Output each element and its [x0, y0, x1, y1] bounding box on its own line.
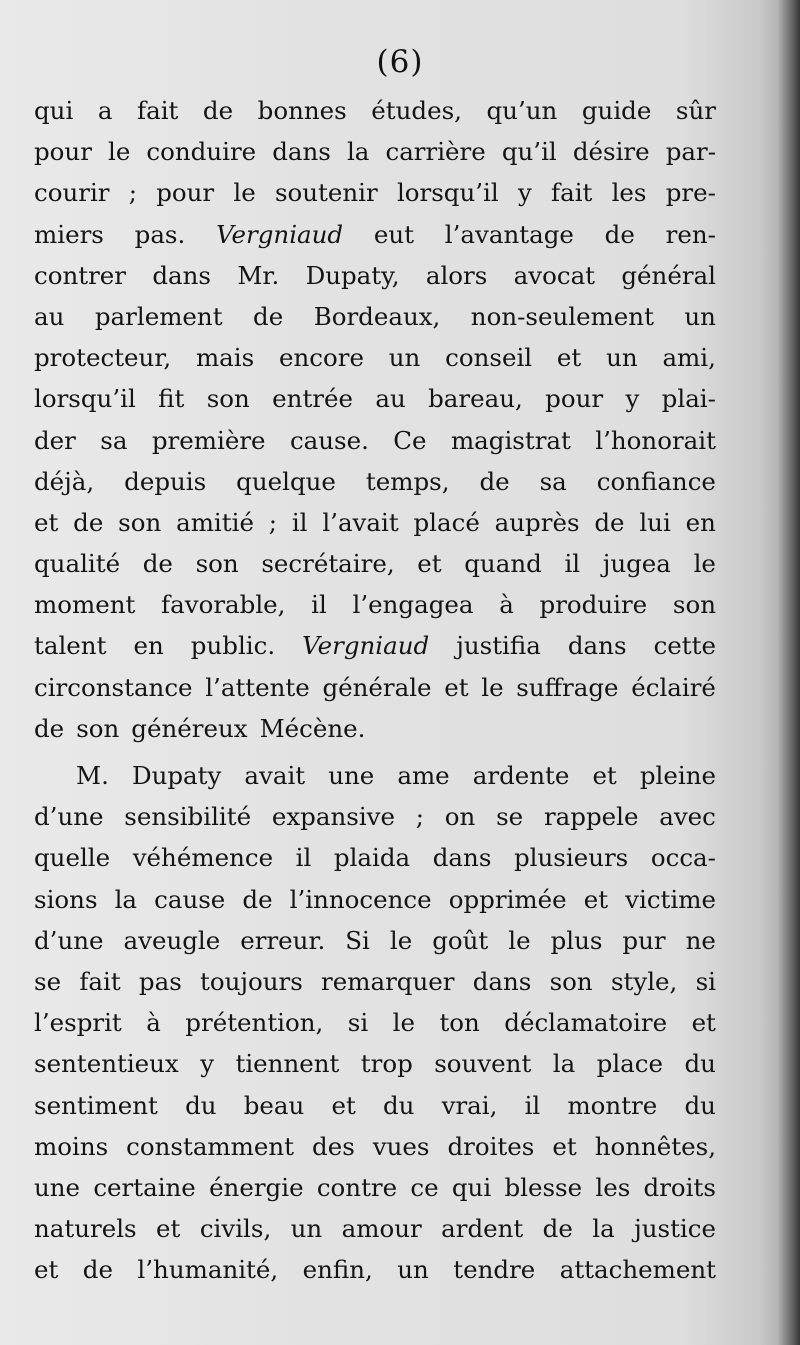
- word: un: [290, 1214, 323, 1244]
- word: aveugle: [123, 925, 221, 955]
- word: et: [34, 507, 59, 537]
- word: soutenir: [274, 178, 378, 208]
- word: fait: [137, 96, 179, 125]
- word: guide: [581, 96, 652, 125]
- word: sa: [539, 466, 567, 496]
- word: de: [73, 507, 104, 537]
- word: avec: [659, 802, 716, 832]
- word: sions: [34, 884, 98, 914]
- word: du: [185, 1090, 217, 1120]
- page-number: (6): [376, 44, 424, 80]
- word: erreur.: [240, 925, 326, 955]
- word: désire: [572, 137, 650, 167]
- word: par-: [665, 137, 716, 167]
- word: en: [685, 507, 716, 537]
- word: il: [291, 507, 308, 537]
- word: goût: [432, 925, 489, 955]
- word: style,: [610, 966, 678, 996]
- word: quand: [464, 549, 542, 579]
- word: Mr.: [237, 260, 280, 290]
- word: blesse: [504, 1172, 583, 1202]
- word: entrée: [272, 384, 354, 414]
- word: l’honorait: [595, 425, 716, 455]
- text-line: [34, 90, 716, 131]
- word: le: [392, 1008, 415, 1038]
- word: qui: [34, 96, 74, 125]
- word: il: [564, 549, 581, 579]
- word: les: [611, 178, 647, 208]
- word: l’engagea: [352, 590, 474, 620]
- text-line: [34, 796, 716, 837]
- word: qui: [451, 1172, 492, 1202]
- word: auprès: [494, 507, 580, 537]
- word: droites: [447, 1131, 535, 1161]
- word: miers: [34, 219, 104, 249]
- word: et: [444, 672, 469, 702]
- word: pas: [138, 966, 182, 996]
- word: et: [592, 761, 617, 790]
- word: ami,: [662, 343, 716, 373]
- word: pour: [156, 178, 215, 208]
- word: le: [233, 178, 256, 208]
- text-line: [34, 1208, 716, 1249]
- word: contrer: [34, 260, 127, 290]
- word: non-seulement: [470, 301, 654, 331]
- word: parlement: [94, 301, 223, 331]
- word: pre-: [665, 178, 716, 208]
- word: souvent: [434, 1049, 532, 1079]
- word: se: [34, 966, 62, 996]
- word: généreux: [131, 713, 248, 743]
- word: du: [684, 1049, 716, 1079]
- word: a: [97, 96, 113, 125]
- word: dans: [567, 631, 627, 661]
- word: des: [312, 1131, 355, 1161]
- text-line: [34, 502, 716, 543]
- page-edge-shadow: [778, 0, 800, 1345]
- word: expansive: [271, 802, 395, 832]
- word: justice: [634, 1214, 716, 1244]
- word: son: [195, 549, 239, 579]
- word: l’attente: [205, 672, 310, 702]
- word: se: [496, 802, 524, 832]
- word: lui: [639, 507, 671, 537]
- word: de: [34, 713, 65, 743]
- word: public.: [190, 631, 276, 661]
- word: Si: [345, 925, 370, 955]
- word: encore: [279, 343, 364, 373]
- text-line: [34, 337, 716, 378]
- word: ;: [128, 178, 137, 208]
- word: Vergniaud: [216, 219, 344, 249]
- text-line: [34, 708, 716, 749]
- word: pas.: [134, 219, 186, 249]
- word: un: [606, 343, 638, 373]
- word: droits: [643, 1172, 716, 1202]
- word: études,: [371, 96, 462, 125]
- text-line: [34, 543, 716, 584]
- word: au: [375, 384, 406, 414]
- text-line: [34, 667, 716, 708]
- word: plaida: [333, 843, 411, 873]
- word: magistrat: [450, 425, 571, 455]
- word: amitié: [176, 507, 254, 537]
- word: une: [328, 761, 375, 790]
- word: talent: [34, 631, 107, 661]
- word: d’une: [34, 802, 104, 832]
- word: et: [691, 1008, 716, 1038]
- word: au: [34, 301, 65, 331]
- word: cause.: [289, 425, 369, 455]
- word: beau: [243, 1090, 305, 1120]
- word: constamment: [126, 1131, 295, 1161]
- word: justifia: [456, 631, 541, 661]
- word: rappele: [543, 802, 639, 832]
- word: bonnes: [257, 96, 347, 125]
- word: ton: [439, 1008, 480, 1038]
- word: amour: [341, 1214, 422, 1244]
- word: mais: [195, 343, 255, 373]
- word: de: [202, 96, 234, 125]
- text-line: [34, 1085, 716, 1126]
- word: la: [114, 884, 138, 914]
- word: général: [621, 260, 716, 290]
- word: honnêtes,: [594, 1131, 716, 1161]
- word: il: [311, 590, 327, 620]
- text-line: [34, 961, 716, 1002]
- word: ardente: [472, 761, 570, 790]
- word: depuis: [124, 466, 207, 496]
- word: si: [695, 966, 716, 996]
- word: véhémence: [132, 843, 274, 873]
- word: cette: [653, 631, 716, 661]
- word: y: [625, 384, 640, 414]
- word: enfin,: [302, 1255, 373, 1285]
- word: un: [684, 301, 716, 331]
- word: conduire: [146, 137, 257, 167]
- word: quelque: [236, 466, 336, 496]
- text-line: [34, 879, 716, 920]
- word: sententieux: [34, 1049, 179, 1079]
- word: de: [594, 507, 625, 537]
- word: le: [693, 549, 716, 579]
- word: à: [499, 590, 514, 620]
- word: dans: [152, 260, 212, 290]
- word: Mécène.: [259, 713, 366, 743]
- word: opprimée: [448, 884, 567, 914]
- word: sentiment: [34, 1090, 158, 1120]
- word: dans: [272, 137, 331, 167]
- word: carrière: [385, 137, 486, 167]
- body-text: [34, 90, 716, 1290]
- word: circonstance: [34, 672, 193, 702]
- word: plai-: [661, 384, 716, 414]
- word: du: [684, 1090, 716, 1120]
- word: place: [596, 1049, 663, 1079]
- word: protecteur,: [34, 343, 172, 373]
- word: pur: [622, 925, 666, 955]
- word: ardent: [441, 1214, 524, 1244]
- word: de: [82, 1255, 113, 1285]
- word: bareau,: [428, 384, 523, 414]
- word: du: [382, 1090, 415, 1120]
- word: le: [481, 672, 504, 702]
- word: sa: [100, 425, 128, 455]
- word: suffrage: [516, 672, 619, 702]
- word: favorable,: [161, 590, 286, 620]
- word: énergie: [209, 1172, 304, 1202]
- word: de: [253, 301, 284, 331]
- word: fit: [158, 384, 185, 414]
- text-line: [34, 214, 716, 255]
- word: un: [397, 1255, 429, 1285]
- word: courir: [34, 178, 110, 208]
- word: plusieurs: [513, 843, 629, 873]
- word: les: [595, 1172, 631, 1202]
- word: prétention,: [185, 1008, 324, 1038]
- word: remarquer: [321, 966, 455, 996]
- word: fait: [551, 178, 593, 208]
- word: déjà,: [34, 466, 95, 496]
- word: le: [389, 925, 413, 955]
- word: temps,: [365, 466, 450, 496]
- word: moment: [34, 590, 136, 620]
- text-line: [34, 1249, 716, 1290]
- word: première: [151, 425, 266, 455]
- word: pleine: [639, 761, 716, 790]
- text-line: [34, 461, 716, 502]
- text-line: [34, 1002, 716, 1043]
- word: trop: [360, 1049, 413, 1079]
- word: et: [552, 1131, 577, 1161]
- word: son: [76, 713, 120, 743]
- word: de: [242, 884, 273, 914]
- word: et: [417, 549, 442, 579]
- word: occa-: [650, 843, 716, 873]
- word: qu’il: [501, 137, 557, 167]
- word: lorsqu’il: [34, 384, 136, 414]
- text-line: [34, 1126, 716, 1167]
- word: pour: [34, 137, 92, 167]
- word: de: [604, 219, 635, 249]
- text-line: [34, 420, 716, 461]
- word: Bordeaux,: [313, 301, 441, 331]
- word: ren-: [665, 219, 716, 249]
- word: et: [156, 1214, 181, 1244]
- word: éclairé: [631, 672, 716, 702]
- text-line: [34, 255, 716, 296]
- word: vrai,: [441, 1090, 498, 1120]
- word: l’innocence: [289, 884, 432, 914]
- text-line: [34, 172, 716, 213]
- word: et: [34, 1255, 59, 1285]
- word: jugea: [602, 549, 671, 579]
- word: fait: [79, 966, 121, 996]
- text-line: [34, 837, 716, 878]
- word: ne: [685, 925, 716, 955]
- word: der: [34, 425, 76, 455]
- word: l’humanité,: [137, 1255, 279, 1285]
- word: dans: [432, 843, 492, 873]
- word: qu’un: [486, 96, 558, 125]
- word: pour: [545, 384, 604, 414]
- word: en: [133, 631, 164, 661]
- word: confiance: [596, 466, 716, 496]
- text-line: [34, 625, 716, 666]
- word: certaine: [93, 1172, 196, 1202]
- text-line: [34, 920, 716, 961]
- word: l’avantage: [444, 219, 574, 249]
- text-line: [34, 378, 716, 419]
- word: secrétaire,: [261, 549, 395, 579]
- word: avait: [244, 761, 306, 790]
- word: avocat: [513, 260, 596, 290]
- word: civils,: [199, 1214, 272, 1244]
- word: il: [524, 1090, 541, 1120]
- word: son: [672, 590, 716, 620]
- word: ;: [268, 507, 278, 537]
- word: une: [34, 1172, 81, 1202]
- text-line: [34, 1043, 716, 1084]
- word: ;: [415, 802, 425, 832]
- word: plus: [550, 925, 603, 955]
- word: moins: [34, 1131, 109, 1161]
- word: lorsqu’il: [396, 178, 499, 208]
- word: Ce: [393, 425, 427, 455]
- word: la: [346, 137, 370, 167]
- word: le: [508, 925, 531, 955]
- text-line: [34, 755, 716, 796]
- word: contre: [316, 1172, 398, 1202]
- word: son: [549, 966, 593, 996]
- word: sensibilité: [124, 802, 252, 832]
- word: attachement: [559, 1255, 716, 1285]
- word: son: [118, 507, 162, 537]
- word: y: [200, 1049, 215, 1079]
- word: toujours: [200, 966, 303, 996]
- word: conseil: [445, 343, 533, 373]
- word: sûr: [675, 96, 716, 125]
- word: naturels: [34, 1214, 137, 1244]
- text-line: [34, 1167, 716, 1208]
- word: ame: [397, 761, 450, 790]
- word: Dupaty: [131, 761, 222, 790]
- word: à: [146, 1008, 161, 1038]
- word: et: [331, 1090, 356, 1120]
- word: un: [388, 343, 421, 373]
- word: quelle: [34, 843, 111, 873]
- word: la: [592, 1214, 615, 1244]
- word: de: [142, 549, 173, 579]
- word: son: [206, 384, 250, 414]
- word: de: [479, 466, 510, 496]
- word: tiennent: [235, 1049, 340, 1079]
- word: Dupaty,: [305, 260, 400, 290]
- word: déclamatoire: [504, 1008, 668, 1038]
- word: ce: [410, 1172, 439, 1202]
- word: le: [108, 137, 131, 167]
- word: la: [552, 1049, 576, 1079]
- word: l’esprit: [34, 1008, 122, 1038]
- word: l’avait: [322, 507, 399, 537]
- word: et: [556, 343, 582, 373]
- word: générale: [322, 672, 432, 702]
- word: d’une: [34, 925, 104, 955]
- word: eut: [373, 219, 415, 249]
- word: on: [444, 802, 476, 832]
- word: tendre: [453, 1255, 536, 1285]
- word: il: [295, 843, 312, 873]
- text-line: [34, 584, 716, 625]
- word: vues: [372, 1131, 430, 1161]
- word: victime: [625, 884, 716, 914]
- word: y: [517, 178, 532, 208]
- word: M.: [76, 761, 109, 790]
- word: produire: [539, 590, 648, 620]
- word: alors: [425, 260, 488, 290]
- text-line: [34, 296, 716, 337]
- word: qualité: [34, 549, 121, 579]
- word: montre: [567, 1090, 658, 1120]
- word: dans: [472, 966, 532, 996]
- word: et: [583, 884, 609, 914]
- word: de: [542, 1214, 573, 1244]
- word: Vergniaud: [302, 631, 430, 661]
- word: cause: [154, 884, 226, 914]
- word: si: [347, 1008, 369, 1038]
- word: placé: [413, 507, 480, 537]
- text-line: [34, 131, 716, 172]
